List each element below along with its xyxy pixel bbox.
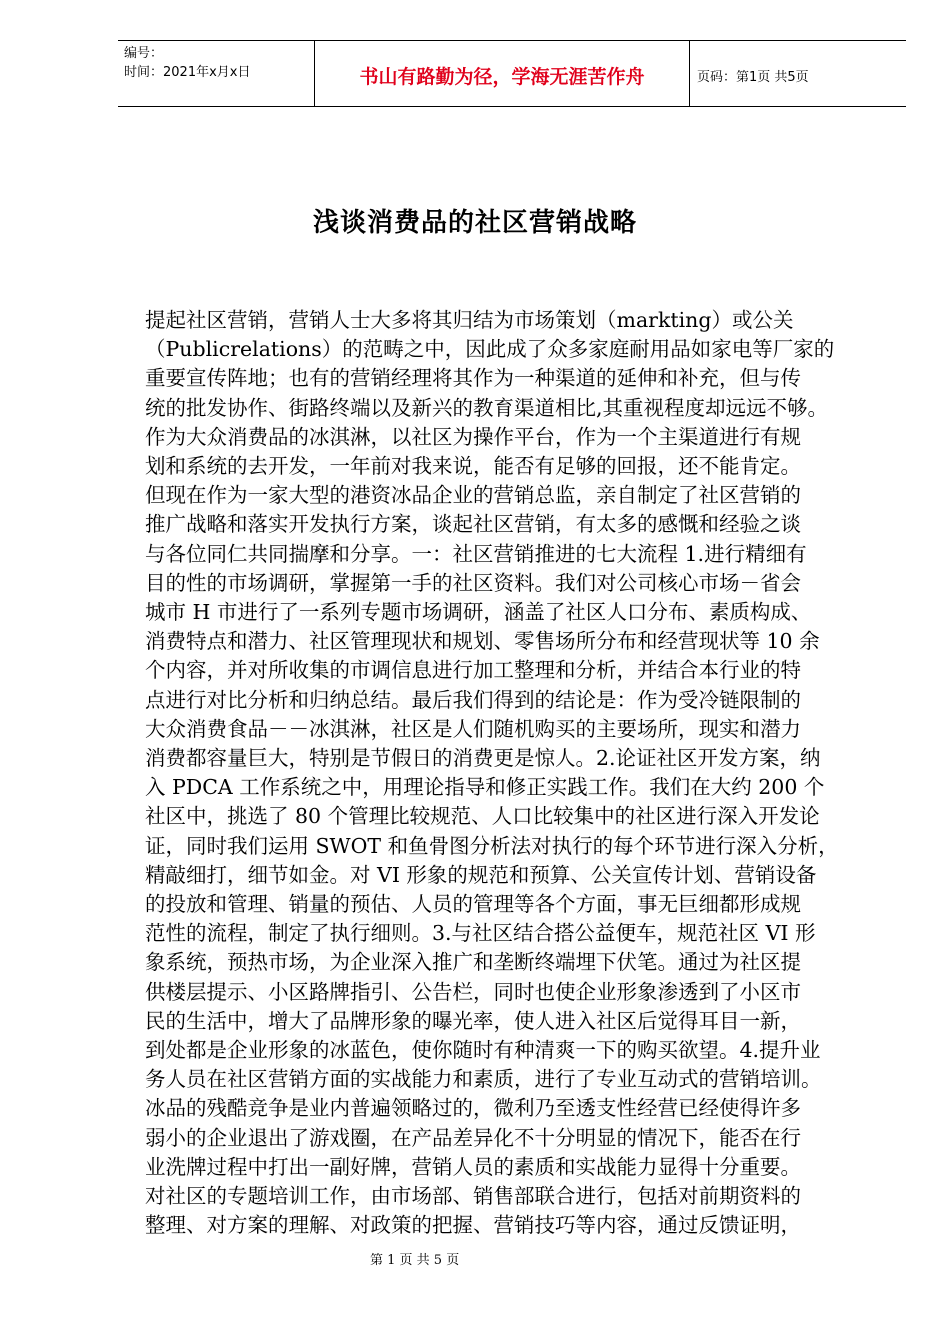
body-line: 重要宣传阵地；也有的营销经理将其作为一种渠道的延伸和补充，但与传 xyxy=(145,366,801,391)
body-line: 供楼层提示、小区路牌指引、公告栏，同时也使企业形象渗透到了小区市 xyxy=(145,979,801,1004)
body-line: 提起社区营销，营销人士大多将其归结为市场策划（markting）或公关 xyxy=(145,308,794,332)
body-line: 务人员在社区营销方面的实战能力和素质，进行了专业互动式的营销培训。 xyxy=(145,1067,822,1092)
body-line: 消费特点和潜力、社区管理现状和规划、零售场所分布和经营现状等 10 余 xyxy=(145,629,820,654)
number-label: 编号： xyxy=(124,46,164,61)
body-line: 个内容，并对所收集的市调信息进行加工整理和分析，并结合本行业的特 xyxy=(145,658,801,683)
body-line: 划和系统的去开发，一年前对我来说，能否有足够的回报，还不能肯定。 xyxy=(145,454,801,479)
body-line: 范性的流程，制定了执行细则。3.与社区结合搭公益便车，规范社区 VI 形 xyxy=(145,921,816,946)
body-line: 点进行对比分析和归纳总结。最后我们得到的结论是：作为受冷链限制的 xyxy=(145,687,801,712)
body-line: 消费都容量巨大，特别是节假日的消费更是惊人。2.论证社区开发方案，纳 xyxy=(145,746,821,771)
body-line: 与各位同仁共同揣摩和分享。一：社区营销推进的七大流程 1.进行精细有 xyxy=(145,541,807,566)
body-line: 对社区的专题培训工作，由市场部、销售部联合进行，包括对前期资料的 xyxy=(145,1184,801,1209)
body-line: 推广战略和落实开发执行方案，谈起社区营销，有太多的感慨和经验之谈 xyxy=(145,512,801,537)
body-line: 入 PDCA 工作系统之中，用理论指导和修正实践工作。我们在大约 200 个 xyxy=(145,775,825,800)
body-line: 业洗牌过程中打出一副好牌，营销人员的素质和实战能力显得十分重要。 xyxy=(145,1154,801,1179)
time-label: 时间：2021年x月x日 xyxy=(124,65,251,80)
header-page-info: 页码：第1页 共5页 xyxy=(697,70,809,85)
body-line: 作为大众消费品的冰淇淋，以社区为操作平台，作为一个主渠道进行有规 xyxy=(145,424,801,449)
header-meta-cell xyxy=(118,41,315,106)
body-line: 统的批发协作、街路终端以及新兴的教育渠道相比,其重视程度却远远不够。 xyxy=(145,395,829,420)
body-line: 大众消费食品－－冰淇淋，社区是人们随机购买的主要场所，现实和潜力 xyxy=(145,716,801,741)
body-line: 到处都是企业形象的冰蓝色，使你随时有种清爽一下的购买欲望。4.提升业 xyxy=(145,1038,821,1063)
body-line: 象系统，预热市场，为企业深入推广和垄断终端埋下伏笔。通过为社区提 xyxy=(145,950,801,975)
body-line: （Publicrelations）的范畴之中，因此成了众多家庭耐用品如家电等厂家的 xyxy=(145,337,835,362)
document-header xyxy=(118,40,906,107)
body-line: 整理、对方案的理解、对政策的把握、营销技巧等内容，通过反馈证明， xyxy=(145,1213,801,1238)
body-line: 精敲细打，细节如金。对 VI 形象的规范和预算、公关宣传计划、营销设备 xyxy=(145,862,817,887)
body-line: 民的生活中，增大了品牌形象的曝光率，使人进入社区后觉得耳目一新， xyxy=(145,1008,801,1033)
body-line: 证，同时我们运用 SWOT 和鱼骨图分析法对执行的每个环节进行深入分析， xyxy=(145,833,839,858)
body-line: 社区中，挑选了 80 个管理比较规范、人口比较集中的社区进行深入开发论 xyxy=(145,804,820,829)
body-line: 目的性的市场调研，掌握第一手的社区资料。我们对公司核心市场－省会 xyxy=(145,570,801,595)
body-line: 城市 H 市进行了一系列专题市场调研，涵盖了社区人口分布、素质构成、 xyxy=(145,600,812,625)
header-motto: 书山有路勤为径，学海无涯苦作舟 xyxy=(315,41,690,106)
body-line: 冰品的残酷竞争是业内普遍领略过的，微利乃至透支性经营已经使得许多 xyxy=(145,1096,801,1121)
body-line: 的投放和管理、销量的预估、人员的管理等各个方面，事无巨细都形成规 xyxy=(145,892,801,917)
body-line: 但现在作为一家大型的港资冰品企业的营销总监，亲自制定了社区营销的 xyxy=(145,483,801,508)
document-body xyxy=(145,306,885,1241)
body-line: 弱小的企业退出了游戏圈，在产品差异化不十分明显的情况下，能否在行 xyxy=(145,1125,801,1150)
document-title: 浅谈消费品的社区营销战略 xyxy=(312,208,637,238)
page-footer: 第 1 页 共 5 页 xyxy=(370,1253,460,1268)
